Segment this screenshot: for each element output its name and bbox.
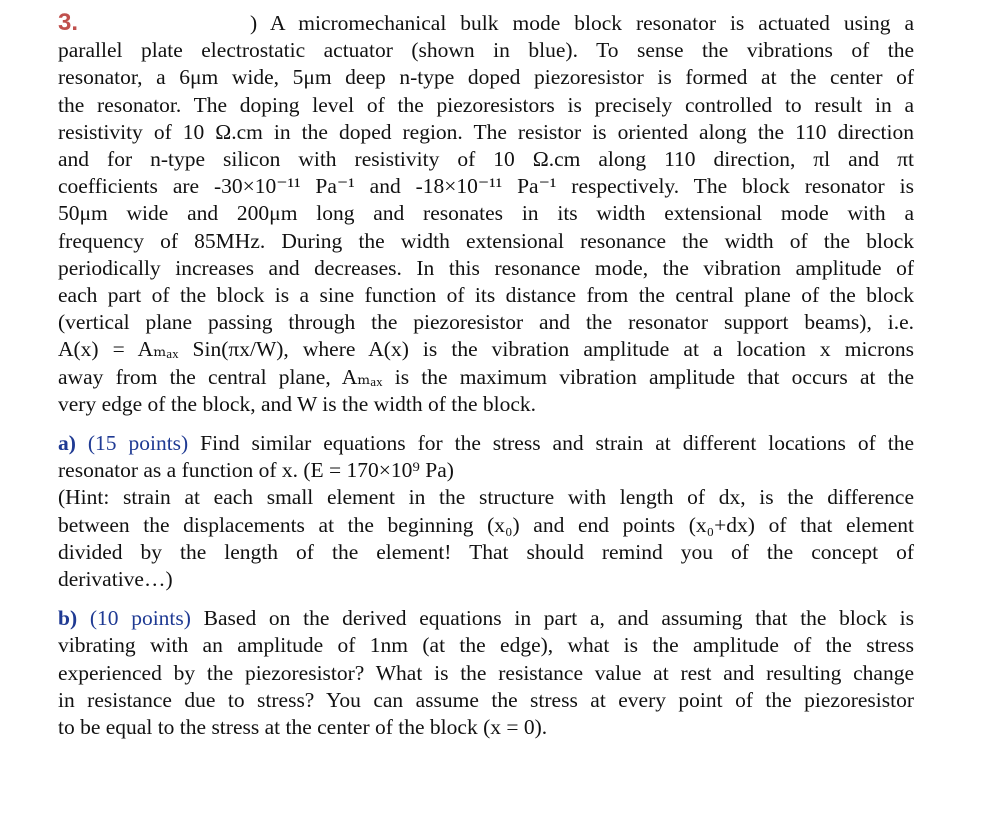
part-a bbox=[58, 430, 914, 593]
part-b-line: Based on the derived equations in part a, and assuming that the block is bbox=[190, 606, 914, 631]
part-b-line: in resistance due to stress? You can assume the stress at every point of the piezoresistor bbox=[58, 687, 914, 712]
part-a-points: (15 points) bbox=[87, 431, 189, 456]
intro-line: and for n-type silicon with resistivity of 10 Ω.cm along 110 direction, πl and πt bbox=[58, 147, 914, 171]
part-a-line: divided by the length of the element! That should remind you of the concept of bbox=[58, 539, 914, 564]
part-a-line: resonator as a function of x. (E = 170×10⁹ Pa) bbox=[58, 458, 454, 483]
intro-line: the resonator. The doping level of the piezoresistors is precisely controlled to result in a bbox=[58, 92, 914, 117]
question-header bbox=[58, 10, 914, 37]
intro-line: very edge of the block, and W is the width of the block. bbox=[58, 391, 537, 416]
intro-line: A(x) = Aₘₐₓ Sin(πx/W), where A(x) is the vibration amplitude at a location x microns bbox=[58, 337, 914, 362]
part-a-first-line bbox=[58, 430, 914, 457]
intro-line: frequency of 85MHz. During the width extensional resonance the width of the block bbox=[58, 228, 914, 253]
part-b bbox=[58, 605, 914, 741]
part-b-line: vibrating with an amplitude of 1nm (at the edge), what is the amplitude of the stress bbox=[58, 633, 914, 658]
question-number: 3. bbox=[58, 9, 79, 36]
intro-line: resistivity of 10 Ω.cm in the doped region. The resistor is oriented along the 110 direction bbox=[58, 119, 914, 144]
part-b-points: (10 points) bbox=[89, 606, 191, 631]
part-b-line: to be equal to the stress at the center of the block (x = 0). bbox=[58, 715, 548, 740]
intro-line: ) A micromechanical bulk mode block resonator is actuated using a bbox=[250, 11, 914, 35]
intro-line: 50μm wide and 200μm long and resonates in its width extensional mode with a bbox=[58, 201, 914, 226]
part-a-line: (Hint: strain at each small element in the structure with length of dx, is the difference bbox=[58, 485, 914, 510]
part-a-line: Find similar equations for the stress and strain at different locations of the bbox=[188, 431, 914, 456]
part-a-label: a) bbox=[58, 431, 76, 456]
part-a-line: between the displacements at the beginning (x₀) and end points (x₀+dx) of that element bbox=[58, 512, 914, 537]
intro-line: parallel plate electrostatic actuator (shown in blue). To sense the vibrations of the bbox=[58, 38, 914, 63]
intro-line: each part of the block is a sine function of its distance from the central plane of the block bbox=[58, 283, 914, 308]
part-a-line: derivative…) bbox=[58, 567, 173, 592]
intro-line: coefficients are -30×10⁻¹¹ Pa⁻¹ and -18×10⁻¹¹ Pa⁻¹ respectively. The block resonator is bbox=[58, 174, 914, 199]
intro-line: resonator, a 6μm wide, 5μm deep n-type doped piezoresistor is formed at the center of bbox=[58, 65, 914, 90]
part-b-first-line bbox=[58, 605, 914, 632]
part-b-line: experienced by the piezoresistor? What is the resistance value at rest and resulting change bbox=[58, 660, 914, 685]
intro-line: periodically increases and decreases. In this resonance mode, the vibration amplitude of bbox=[58, 255, 914, 280]
part-b-label: b) bbox=[58, 606, 78, 631]
question-page bbox=[58, 10, 914, 741]
intro-line: (vertical plane passing through the piezoresistor and the resonator support beams), i.e. bbox=[58, 310, 914, 335]
question-intro bbox=[58, 37, 914, 418]
intro-line: away from the central plane, Aₘₐₓ is the maximum vibration amplitude that occurs at the bbox=[58, 364, 914, 389]
